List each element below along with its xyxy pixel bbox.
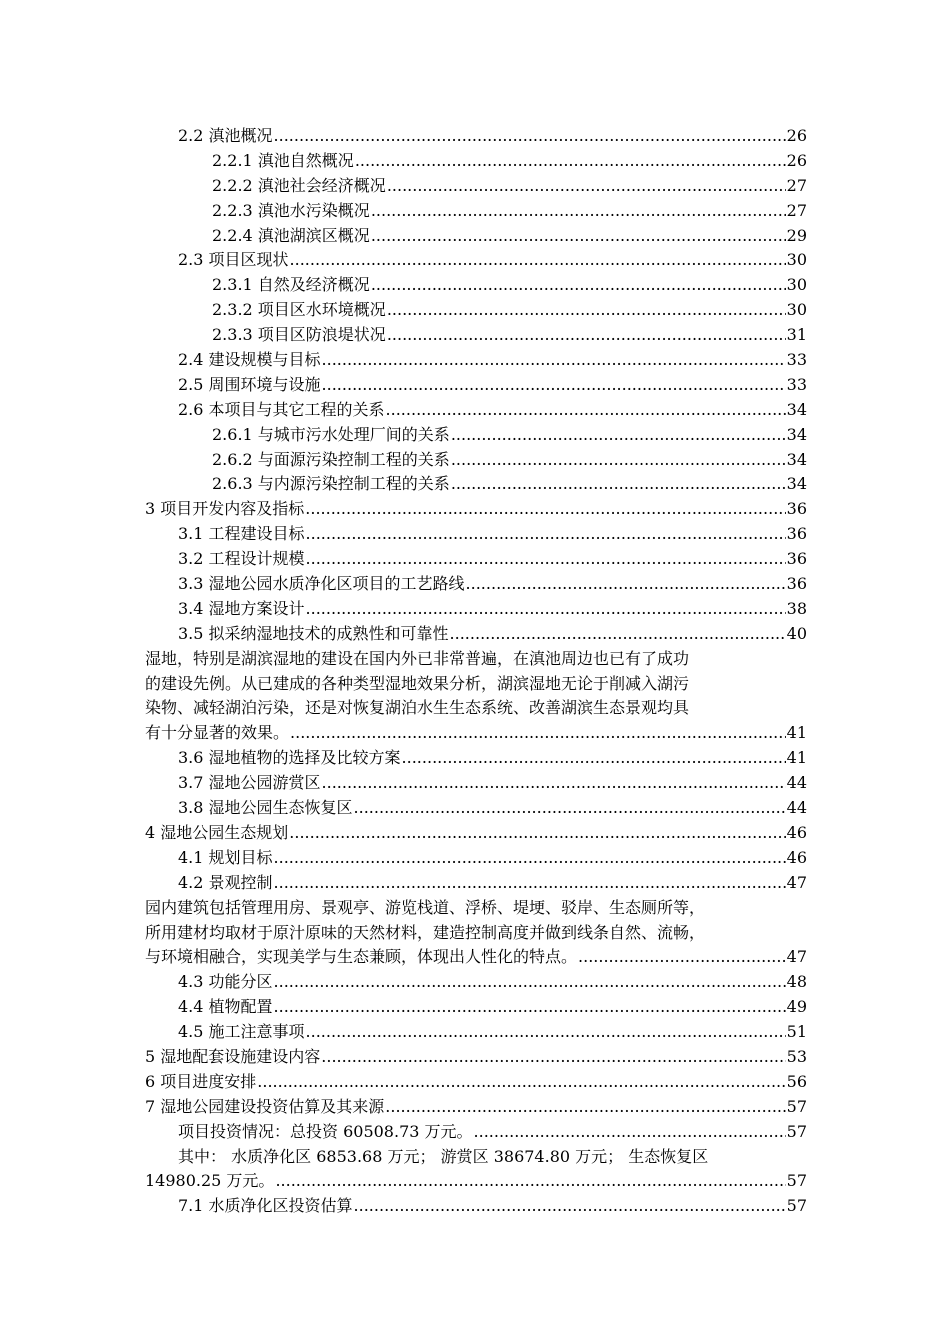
toc-entry-title: 3 项目开发内容及指标 (145, 499, 305, 519)
toc-page-number: 44 (786, 798, 807, 818)
toc-entry-title: 2.2.3 滇池水污染概况 (212, 200, 370, 220)
paragraph-last-line (145, 721, 807, 746)
paragraph-last-line (145, 945, 807, 970)
toc-entry[interactable] (145, 970, 807, 995)
toc-entry-title: 2.2 滇池概况 (178, 126, 273, 145)
dot-leader (451, 472, 786, 497)
toc-page-number: 36 (786, 574, 807, 594)
toc-page-number: 57 (786, 1171, 807, 1191)
toc-entry[interactable] (145, 572, 807, 597)
toc-entry-title: 3.3 湿地公园水质净化区项目的工艺路线 (178, 574, 465, 594)
text-part: 6853.68 (316, 1146, 383, 1166)
toc-page-number: 30 (786, 275, 807, 295)
toc-entry[interactable] (145, 448, 807, 473)
toc-group-3-6-to-4-2 (145, 746, 807, 895)
toc-entry[interactable] (145, 522, 807, 547)
dot-leader (474, 1120, 786, 1145)
toc-entry-title: 2.6.3 与内源污染控制工程的关系 (212, 474, 450, 494)
toc-entry[interactable] (145, 771, 807, 796)
toc-page-number: 46 (786, 847, 807, 867)
toc-group-chapter-2 (145, 124, 807, 647)
toc-entry[interactable] (145, 224, 807, 249)
toc-entry[interactable] (145, 124, 807, 149)
toc-entry-title: 2.3.1 自然及经济概况 (212, 275, 370, 295)
toc-entry[interactable] (145, 398, 807, 423)
dot-leader (402, 746, 786, 771)
toc-entry-title: 2.3 项目区现状 (178, 250, 289, 270)
dot-leader (274, 124, 786, 149)
toc-page-number: 33 (786, 350, 807, 370)
toc-page-number: 36 (786, 499, 807, 519)
toc-page-number: 51 (786, 1022, 807, 1042)
paragraph-line: 所用建材均取材于原汁原味的天然材料，建造控制高度并做到线条自然、流畅， (145, 922, 706, 942)
dot-leader (274, 871, 786, 896)
toc-page-number: 29 (786, 225, 807, 245)
toc-entry-title: 2.6.2 与面源污染控制工程的关系 (212, 449, 450, 469)
dot-leader (466, 572, 786, 597)
toc-entry[interactable] (145, 1095, 807, 1120)
toc-entry[interactable] (145, 273, 807, 298)
text-part: 水质净化区 (231, 1146, 312, 1166)
toc-entry-title: 3.2 工程设计规模 (178, 549, 305, 569)
toc-page-number: 57 (786, 1196, 807, 1216)
toc-paragraph-investment-cont (145, 1169, 807, 1194)
toc-page-number: 57 (786, 1121, 807, 1141)
toc-entry[interactable] (145, 597, 807, 622)
toc-entry-title: 2.6 本项目与其它工程的关系 (178, 399, 385, 419)
dot-leader (385, 1095, 785, 1120)
toc-entry[interactable] (145, 497, 807, 522)
toc-page-number: 56 (786, 1071, 807, 1091)
toc-paragraph-investment (145, 1145, 807, 1170)
toc-page-number: 40 (786, 623, 807, 643)
text-part: 38674.80 (493, 1146, 571, 1166)
toc-group-7-1 (145, 1194, 807, 1219)
table-of-contents (145, 124, 807, 1219)
dot-leader (290, 721, 786, 746)
dot-leader (355, 149, 786, 174)
text-part: 生态恢复区 (628, 1146, 709, 1166)
toc-entry-title: 7.1 水质净化区投资估算 (178, 1196, 353, 1216)
toc-page-number: 30 (786, 300, 807, 320)
toc-paragraph-buildings (145, 896, 807, 971)
toc-page-number: 27 (786, 175, 807, 195)
toc-entry[interactable] (145, 149, 807, 174)
toc-entry-title: 2.6.1 与城市污水处理厂间的关系 (212, 424, 450, 444)
toc-entry-title: 3.6 湿地植物的选择及比较方案 (178, 748, 401, 768)
toc-entry-title: 4.4 植物配置 (178, 997, 273, 1017)
toc-page-number: 34 (786, 449, 807, 469)
toc-entry-title: 2.2.1 滇池自然概况 (212, 150, 354, 170)
toc-page-number: 38 (786, 598, 807, 618)
dot-leader (290, 248, 786, 273)
toc-entry[interactable] (145, 1045, 807, 1070)
toc-page-number: 41 (786, 723, 807, 743)
dot-leader (306, 547, 786, 572)
paragraph-line: 与环境相融合，实现美学与生态兼顾，体现出人性化的特点。 (145, 947, 578, 967)
toc-entry[interactable] (145, 373, 807, 398)
toc-entry[interactable] (145, 821, 807, 846)
paragraph-line: 14980.25 万元。 (145, 1171, 275, 1191)
toc-group-4-3-to-7 (145, 970, 807, 1144)
toc-entry-title: 项目投资情况：总投资 60508.73 万元。 (178, 1121, 473, 1141)
paragraph-line: 湿地，特别是湖滨湿地的建设在国内外已非常普遍，在滇池周边也已有了成功 (145, 648, 690, 668)
toc-page-number: 34 (786, 399, 807, 419)
dot-leader (387, 323, 786, 348)
dot-leader (306, 1020, 786, 1045)
toc-entry[interactable] (145, 1070, 807, 1095)
toc-page-number: 31 (786, 325, 807, 345)
dot-leader (274, 970, 786, 995)
toc-entry-title: 4.3 功能分区 (178, 972, 273, 992)
toc-entry[interactable] (145, 1120, 807, 1145)
toc-page-number: 33 (786, 374, 807, 394)
toc-entry-title: 6 项目进度安排 (145, 1071, 257, 1091)
dot-leader (451, 423, 786, 448)
toc-entry-title: 2.2.4 滇池湖滨区概况 (212, 225, 370, 245)
toc-paragraph-wetland (145, 647, 807, 747)
toc-page-number: 48 (786, 972, 807, 992)
toc-entry[interactable] (145, 1020, 807, 1045)
toc-page-number: 30 (786, 250, 807, 270)
toc-entry-title: 3.4 湿地方案设计 (178, 598, 305, 618)
toc-page-number: 57 (786, 1096, 807, 1116)
text-part: 其中： (178, 1146, 227, 1166)
toc-entry[interactable] (145, 995, 807, 1020)
dot-leader (450, 622, 786, 647)
dot-leader (275, 1169, 785, 1194)
toc-entry-title: 3.7 湿地公园游赏区 (178, 773, 321, 793)
dot-leader (451, 448, 786, 473)
toc-page-number: 36 (786, 549, 807, 569)
dot-leader (322, 373, 786, 398)
toc-entry-title: 3.1 工程建设目标 (178, 524, 305, 544)
toc-entry-title: 2.3.3 项目区防浪堤状况 (212, 325, 386, 345)
toc-page-number: 26 (786, 150, 807, 170)
toc-entry-title: 4.5 施工注意事项 (178, 1022, 305, 1042)
dot-leader (305, 497, 785, 522)
text-part: 万元； (575, 1146, 624, 1166)
toc-page-number: 44 (786, 773, 807, 793)
paragraph-last-line (145, 1169, 807, 1194)
text-part: 万元； (387, 1146, 436, 1166)
toc-entry[interactable] (145, 472, 807, 497)
toc-entry-title: 7 湿地公园建设投资估算及其来源 (145, 1096, 385, 1116)
dot-leader (306, 597, 786, 622)
toc-entry[interactable] (145, 1194, 807, 1219)
dot-leader (354, 796, 786, 821)
text-part: 游赏区 (440, 1146, 489, 1166)
toc-entry-title: 2.2.2 滇池社会经济概况 (212, 175, 386, 195)
dot-leader (306, 522, 786, 547)
toc-page-number: 34 (786, 424, 807, 444)
toc-page-number: 34 (786, 474, 807, 494)
dot-leader (371, 199, 786, 224)
paragraph-line (178, 1145, 807, 1170)
dot-leader (289, 821, 785, 846)
dot-leader (387, 174, 786, 199)
dot-leader (387, 298, 786, 323)
toc-entry[interactable] (145, 199, 807, 224)
toc-page-number: 47 (786, 947, 807, 967)
toc-entry-title: 4 湿地公园生态规划 (145, 822, 289, 842)
dot-leader (371, 224, 786, 249)
dot-leader (322, 771, 786, 796)
toc-entry[interactable] (145, 174, 807, 199)
dot-leader (274, 995, 786, 1020)
dot-leader (354, 1194, 786, 1219)
dot-leader (322, 348, 786, 373)
toc-entry[interactable] (145, 348, 807, 373)
toc-page-number: 47 (786, 872, 807, 892)
toc-entry-title: 2.5 周围环境与设施 (178, 374, 321, 394)
toc-entry-title: 4.2 景观控制 (178, 872, 273, 892)
toc-entry-title: 3.8 湿地公园生态恢复区 (178, 798, 353, 818)
paragraph-line: 染物、减轻湖泊污染，还是对恢复湖泊水生生态系统、改善湖滨生态景观均具 (145, 698, 690, 718)
toc-entry[interactable] (145, 746, 807, 771)
toc-page-number: 46 (786, 822, 807, 842)
toc-page-number: 27 (786, 200, 807, 220)
toc-entry[interactable] (145, 298, 807, 323)
paragraph-line: 的建设先例。从已建成的各种类型湿地效果分析，湖滨湿地无论于削减入湖污 (145, 673, 690, 693)
toc-page-number: 49 (786, 997, 807, 1017)
paragraph-line: 园内建筑包括管理用房、景观亭、游览栈道、浮桥、堤埂、驳岸、生态厕所等， (145, 897, 706, 917)
toc-entry[interactable] (145, 622, 807, 647)
toc-page-number: 26 (786, 126, 807, 145)
toc-entry[interactable] (145, 423, 807, 448)
toc-page-number: 53 (786, 1046, 807, 1066)
dot-leader (371, 273, 786, 298)
toc-entry[interactable] (145, 871, 807, 896)
toc-entry[interactable] (145, 323, 807, 348)
dot-leader (257, 1070, 785, 1095)
toc-entry[interactable] (145, 796, 807, 821)
toc-page-number: 41 (786, 748, 807, 768)
toc-entry[interactable] (145, 248, 807, 273)
toc-entry[interactable] (145, 846, 807, 871)
toc-entry-title: 2.4 建设规模与目标 (178, 350, 321, 370)
dot-leader (274, 846, 786, 871)
dot-leader (321, 1045, 785, 1070)
toc-page-number: 36 (786, 524, 807, 544)
dot-leader (386, 398, 786, 423)
toc-entry-title: 2.3.2 项目区水环境概况 (212, 300, 386, 320)
toc-entry[interactable] (145, 547, 807, 572)
toc-entry-title: 4.1 规划目标 (178, 847, 273, 867)
toc-entry-title: 3.5 拟采纳湿地技术的成熟性和可靠性 (178, 623, 449, 643)
paragraph-line: 有十分显著的效果。 (145, 723, 290, 743)
toc-entry-title: 5 湿地配套设施建设内容 (145, 1046, 321, 1066)
dot-leader (578, 945, 786, 970)
